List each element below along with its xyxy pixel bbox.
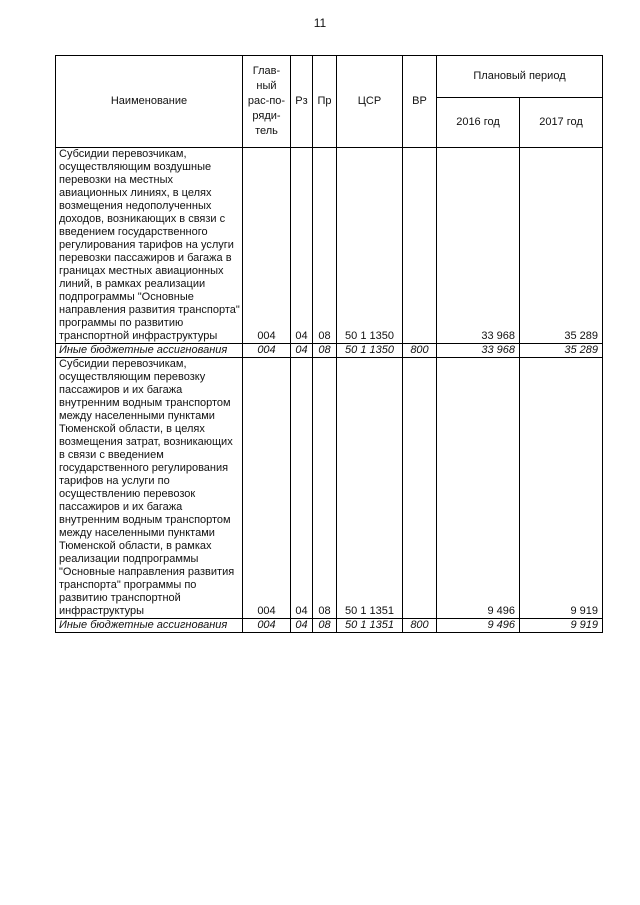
row-2017: 35 289 bbox=[520, 148, 603, 344]
row-2016: 9 496 bbox=[437, 358, 520, 619]
row-name: Субсидии перевозчикам, осуществляющим воздушные перевозки на местных авиационных линиях, в целях возмещения недополученных доходов, возникающих в связи с введением государственного регулирования тарифов на услуги перевозки пассажиров и багажа в границах местных авиационных линий, в рамках реализации подпрограммы "Основные направления развития транспорта" программы по развитию транспортной инфраструктуры bbox=[56, 148, 243, 344]
row-rz: 04 bbox=[291, 619, 313, 633]
row-grbs: 004 bbox=[243, 358, 291, 619]
row-pr: 08 bbox=[313, 344, 337, 358]
row-name: Иные бюджетные ассигнования bbox=[56, 619, 243, 633]
table-row bbox=[56, 148, 603, 344]
header-vr: ВР bbox=[403, 56, 437, 148]
header-name: Наименование bbox=[56, 56, 243, 148]
row-grbs: 004 bbox=[243, 344, 291, 358]
table-row bbox=[56, 619, 603, 633]
row-vr bbox=[403, 358, 437, 619]
row-2016: 9 496 bbox=[437, 619, 520, 633]
row-pr: 08 bbox=[313, 358, 337, 619]
table-row bbox=[56, 358, 603, 619]
row-rz: 04 bbox=[291, 358, 313, 619]
header-pr: Пр bbox=[313, 56, 337, 148]
header-planned-period: Плановый период bbox=[437, 56, 603, 98]
row-rz: 04 bbox=[291, 148, 313, 344]
row-csr: 50 1 1351 bbox=[337, 358, 403, 619]
header-rz: Рз bbox=[291, 56, 313, 148]
header-year-2017: 2017 год bbox=[520, 98, 603, 148]
row-grbs: 004 bbox=[243, 148, 291, 344]
row-name: Субсидии перевозчикам, осуществляющим перевозку пассажиров и их багажа внутренним водным транспортом между населенными пунктами Тюменской области, в целях возмещения затрат, возникающих в связи с введением государственного регулирования тарифов на услуги по осуществлению перевозок пассажиров и их багажа внутренним водным транспортом между населенными пунктами Тюменской области, в рамках реализации подпрограммы "Основные направления развития транспорта" программы по развитию транспортной инфраструктуры bbox=[56, 358, 243, 619]
row-pr: 08 bbox=[313, 148, 337, 344]
row-csr: 50 1 1351 bbox=[337, 619, 403, 633]
row-2016: 33 968 bbox=[437, 344, 520, 358]
row-grbs: 004 bbox=[243, 619, 291, 633]
row-vr: 800 bbox=[403, 344, 437, 358]
row-vr bbox=[403, 148, 437, 344]
row-2016: 33 968 bbox=[437, 148, 520, 344]
row-rz: 04 bbox=[291, 344, 313, 358]
header-grbs: Глав-ный рас-по-ряди-тель bbox=[243, 56, 291, 148]
budget-table bbox=[55, 55, 603, 633]
row-vr: 800 bbox=[403, 619, 437, 633]
page-number: 11 bbox=[313, 16, 327, 30]
row-pr: 08 bbox=[313, 619, 337, 633]
row-csr: 50 1 1350 bbox=[337, 148, 403, 344]
header-csr: ЦСР bbox=[337, 56, 403, 148]
row-2017: 9 919 bbox=[520, 619, 603, 633]
row-2017: 9 919 bbox=[520, 358, 603, 619]
row-2017: 35 289 bbox=[520, 344, 603, 358]
table-row bbox=[56, 344, 603, 358]
header-year-2016: 2016 год bbox=[437, 98, 520, 148]
row-name: Иные бюджетные ассигнования bbox=[56, 344, 243, 358]
row-csr: 50 1 1350 bbox=[337, 344, 403, 358]
